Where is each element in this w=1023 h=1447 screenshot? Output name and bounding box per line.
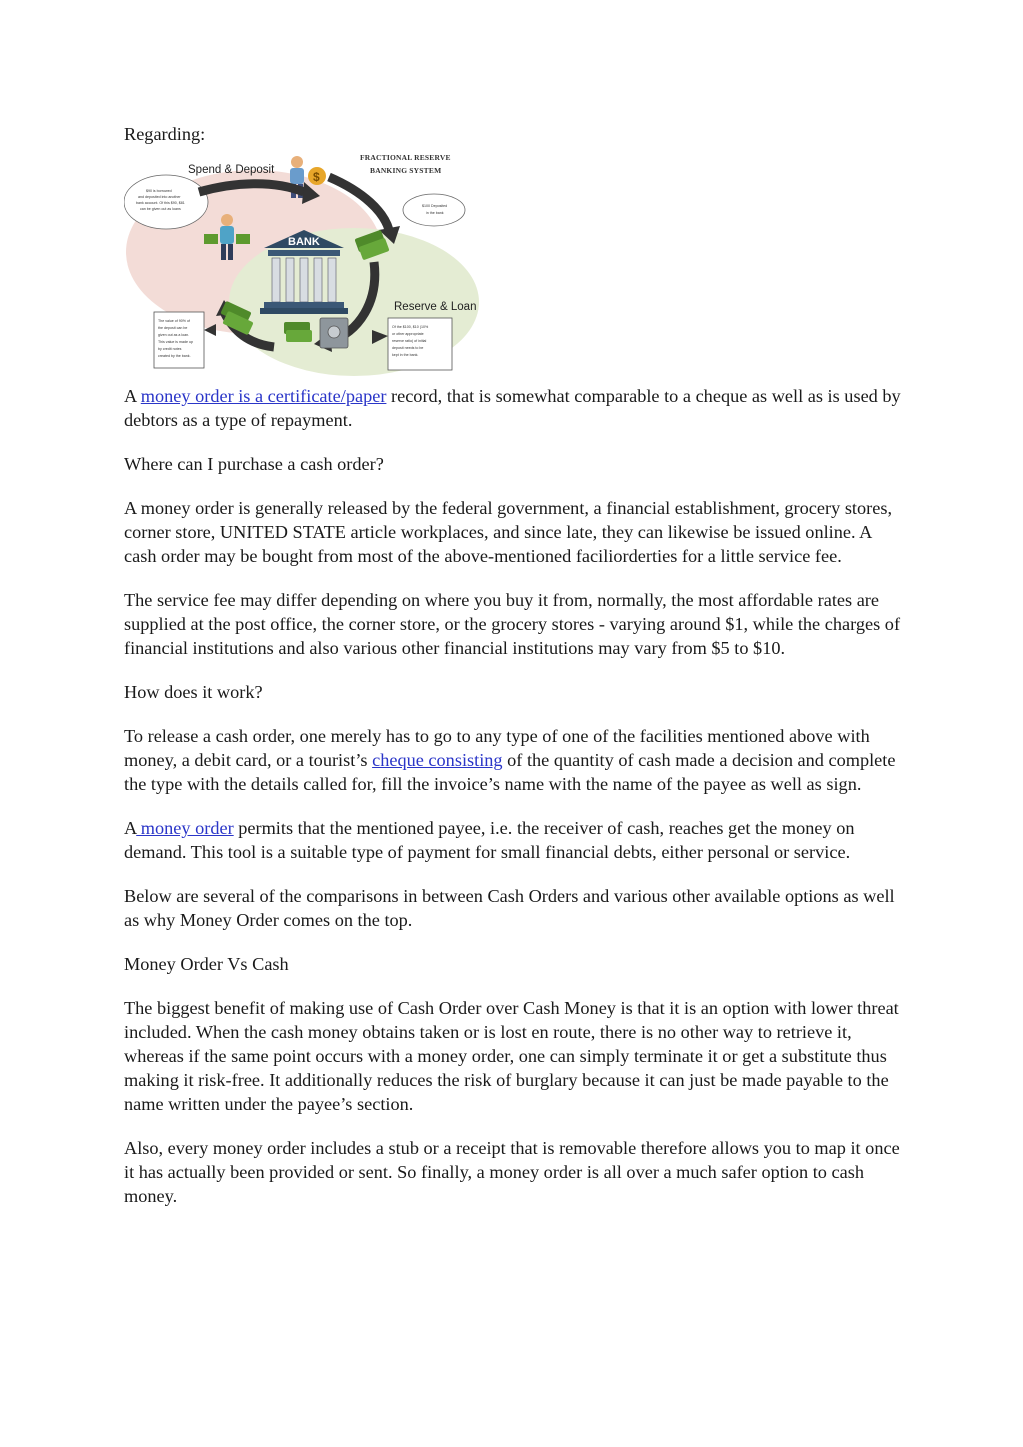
diagram-graphic bbox=[124, 152, 480, 378]
paragraph-issuers: A money order is generally released by the federal government, a financial establishment, grocery stores, corner store, UNITED STATE article workplaces, and since late, they can likewise be issued online. A cash order may be bought from most of the above-mentioned faciliorderties for a little service fee. bbox=[124, 498, 893, 566]
paragraph-lower-threat: The biggest benefit of making use of Cash Order over Cash Money is that it is an option with lower threat included. When the cash money obtains taken or is lost en route, there is no other way to retrieve it, whereas if the same point occurs with a money order, one can simply terminate it or get a substitute thus making it risk-free. It additionally reduces the risk of burglary because it can just be made payable to the name written under the payee’s section. bbox=[124, 998, 899, 1114]
svg-text:$: $ bbox=[313, 170, 320, 184]
svg-text:BANK: BANK bbox=[288, 236, 320, 248]
link-money-order[interactable]: money order bbox=[136, 818, 234, 838]
paragraph-payee: A money order permits that the mentioned payee, i.e. the receiver of cash, reaches get the money on demand. This tool is a suitable type of payment for small financial debts, either personal or service. bbox=[124, 818, 855, 862]
heading-how-it-works: How does it work? bbox=[124, 682, 263, 702]
fractional-reserve-diagram bbox=[124, 152, 480, 378]
svg-text:The value of 90% of th: The value of 90% of the deposit can be given out as a loan. This value is made up by credit notes created by the bank. bbox=[158, 319, 193, 358]
intro-label: Regarding: bbox=[124, 124, 206, 144]
link-cheque-consisting[interactable]: cheque consisting bbox=[372, 750, 503, 770]
svg-text:$90 is borrowed and de: $90 is borrowed and deposited into another bank account. Of this $90, $81 can be given out as loans bbox=[136, 189, 185, 211]
document-page bbox=[124, 122, 904, 1228]
spend-deposit-label: Spend & Deposit bbox=[188, 164, 275, 176]
svg-text:Of the $100, $10 (10%: Of the $100, $10 (10% or other appropriate reserve ratio) of initial deposit needs to be kept in the bank. bbox=[392, 325, 429, 357]
diagram-title-line1: FRACTIONAL RESERVE bbox=[360, 153, 451, 162]
safe-icon bbox=[320, 318, 348, 348]
paragraph-definition: A money order is a certificate/paper record, that is somewhat comparable to a cheque as well as is used by debtors as a type of repayment. bbox=[124, 386, 901, 430]
svg-text:$100 Deposited in the: $100 Deposited in the bank bbox=[422, 204, 448, 215]
paragraph-stub-receipt: Also, every money order includes a stub or a receipt that is removable therefore allows you to map it once it has actually been provided or sent. So finally, a money order is all over a much safer option to cash money. bbox=[124, 1138, 900, 1206]
reserve-loan-label: Reserve & Loan bbox=[394, 301, 477, 313]
money-stack-bottom-icon bbox=[284, 322, 312, 342]
heading-money-order-vs-cash: Money Order Vs Cash bbox=[124, 954, 289, 974]
bubble-top-right bbox=[403, 194, 465, 226]
paragraph-comparisons: Below are several of the comparisons in between Cash Orders and various other available options as well as why Money Order comes on the top. bbox=[124, 886, 895, 930]
diagram-title-line2: BANKING SYSTEM bbox=[370, 166, 442, 175]
link-money-order-certificate[interactable]: money order is a certificate/paper bbox=[140, 386, 387, 406]
heading-where-to-purchase: Where can I purchase a cash order? bbox=[124, 454, 384, 474]
paragraph-service-fee: The service fee may differ depending on where you buy it from, normally, the most affordable rates are supplied at the post office, the corner store, or the grocery stores - varying around $1, while the charges of financial institutions and also various other financial institutions may vary from $5 to $10. bbox=[124, 590, 901, 658]
paragraph-release-process: To release a cash order, one merely has to go to any type of one of the facilities mentioned above with money, a debit card, or a tourist’s cheque consisting of the quantity of cash made a decision and complete the type with the details called for, fill the invoice’s name with the name of the payee as well as sign. bbox=[124, 726, 896, 794]
